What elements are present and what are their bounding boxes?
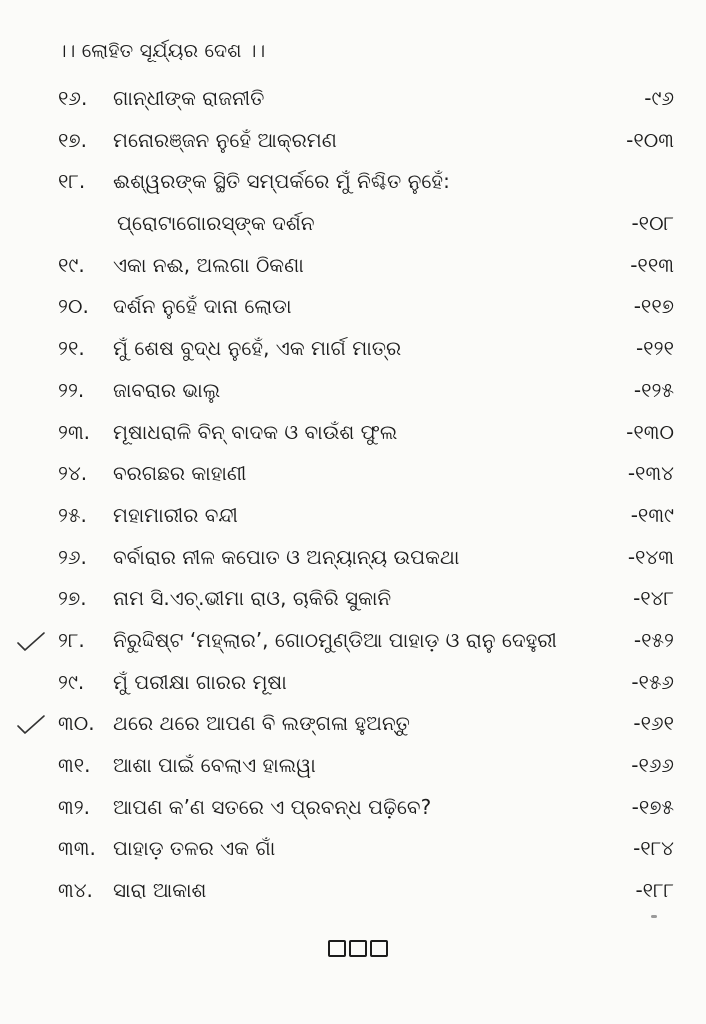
end-mark-box bbox=[370, 940, 388, 957]
entry-number: ୨୨. bbox=[58, 377, 85, 402]
toc-entry bbox=[0, 620, 706, 662]
entry-page: -୧୩୯ bbox=[630, 502, 674, 527]
entry-title: ଦର୍ଶନ ନୁହେଁ ଦାନା ଲୋଡା bbox=[113, 294, 292, 319]
entry-title: ବରଗଛର କାହାଣୀ bbox=[113, 461, 247, 486]
entry-title: ପ୍ରୋଟାଗୋରସ୍‌ଙ୍କ ଦର୍ଶନ bbox=[117, 211, 315, 236]
end-mark-box bbox=[349, 940, 367, 957]
entry-title: ଜାବରାର ଭାଲୁ bbox=[113, 377, 221, 402]
entry-number: ୩୩. bbox=[58, 836, 96, 861]
entry-page: -୧୦୩ bbox=[626, 127, 674, 152]
entry-title: ପାହାଡ଼ ତଳର ଏକ ଗାଁ bbox=[113, 836, 276, 861]
entry-page: -୧୮୮ bbox=[635, 878, 674, 903]
toc-entry bbox=[0, 870, 706, 912]
entry-page: -୧୫୨ bbox=[633, 627, 674, 652]
entry-title: ବର୍ବାରାର ନୀଳ କପୋତ ଓ ଅନ୍ୟାନ୍ୟ ଉପକଥା bbox=[113, 544, 460, 569]
entry-number: ୩୨. bbox=[58, 794, 91, 819]
toc-entry bbox=[0, 495, 706, 537]
entry-title: ମୁଁ ଶେଷ ବୁଦ୍ଧ ନୁହେଁ, ଏକ ମାର୍ଗ ମାତ୍ର bbox=[113, 336, 402, 361]
entry-number: ୨୪. bbox=[58, 461, 88, 486]
entry-page: -୧୮୪ bbox=[633, 836, 674, 861]
toc-entry bbox=[0, 328, 706, 370]
entry-page: -୯୬ bbox=[644, 86, 674, 110]
toc-entry bbox=[0, 120, 706, 162]
toc-entry bbox=[0, 662, 706, 704]
entry-title: ମୂଷାଧରାଳି ବିନ୍ ବାଦକ ଓ ବାଉଁଶ ଫୁଲ bbox=[113, 419, 398, 444]
entry-number: ୩୪. bbox=[58, 878, 93, 903]
toc-entry bbox=[0, 828, 706, 870]
entry-page: -୧୬୬ bbox=[631, 753, 674, 777]
entry-page: -୧୪୮ bbox=[633, 586, 674, 611]
entry-number: ୧୭. bbox=[58, 127, 88, 152]
entry-number: ୨୧. bbox=[58, 336, 85, 361]
toc-entry bbox=[0, 578, 706, 620]
entry-page: -୧୧୭ bbox=[633, 294, 674, 319]
entry-title: ମନୋରଞ୍ଜନ ନୁହେଁ ଆକ୍ରମଣ bbox=[113, 127, 337, 152]
checkmark-icon bbox=[16, 630, 46, 652]
toc-entry bbox=[0, 370, 706, 412]
toc-entry bbox=[0, 245, 706, 287]
entry-number: ୨୮. bbox=[58, 627, 85, 652]
end-mark-boxes-icon bbox=[328, 940, 388, 957]
entry-title: ମହାମାରୀର ବନ୍ଦୀ bbox=[113, 502, 238, 527]
toc-entry bbox=[0, 745, 706, 787]
entry-number: ୨୦. bbox=[58, 294, 89, 319]
entry-number: ୧୮. bbox=[58, 169, 86, 194]
entry-title: ମୁଁ ପରୀକ୍ଷା ଗାରର ମୂଷା bbox=[113, 669, 287, 694]
entry-page: -୧୭୫ bbox=[631, 794, 674, 819]
toc-entry bbox=[0, 78, 706, 120]
toc-entry-continuation bbox=[0, 203, 706, 245]
running-header: ।। ଲୋହିତ ସୂର୍ଯ୍ୟର ଦେଶ ।। bbox=[58, 40, 266, 62]
entry-page: -୧୩୪ bbox=[627, 461, 674, 486]
toc-entry bbox=[0, 286, 706, 328]
entry-page: -୧୨୫ bbox=[633, 377, 674, 402]
entry-title: ଆପଣ କ’ଣ ସତରେ ଏ ପ୍ରବନ୍ଧ ପଢ଼ିବେ? bbox=[113, 794, 432, 819]
paper-speck bbox=[651, 915, 657, 918]
toc-entry bbox=[0, 787, 706, 829]
toc-entry bbox=[0, 703, 706, 745]
entry-number: ୩୦. bbox=[58, 711, 95, 736]
entry-title: ନାମ ସି.ଏଚ୍.ଭୀମା ରାଓ, ଚାକିରି ସୁକାନି bbox=[113, 586, 392, 611]
checkmark-icon bbox=[16, 713, 46, 735]
end-mark-box bbox=[328, 940, 346, 957]
entry-number: ୨୫. bbox=[58, 502, 87, 527]
table-of-contents bbox=[0, 78, 706, 912]
entry-number: ୨୯. bbox=[58, 669, 85, 694]
entry-number: ୧୯. bbox=[58, 252, 85, 277]
entry-title: ଈଶ୍ୱରଙ୍କ ସ୍ଥିତି ସମ୍ପର୍କରେ ମୁଁ ନିଶ୍ଚିତ ନୁହେଁ: bbox=[113, 169, 450, 194]
toc-entry bbox=[0, 537, 706, 579]
entry-number: ୨୩. bbox=[58, 419, 91, 444]
entry-title: ଥରେ ଥରେ ଆପଣ ବି ଲଙ୍ଗଳା ହୁଅନ୍ତୁ bbox=[113, 711, 410, 736]
entry-title: ନିରୁଦ୍ଦିଷ୍ଟ ‘ମହ୍ଲାର’, ଗୋଠମୁଣ୍ଡିଆ ପାହାଡ଼ ଓ ରାନୁ ଦେହୁରୀ bbox=[113, 627, 557, 652]
entry-title: ସାରା ଆକାଶ bbox=[113, 878, 207, 903]
entry-page: -୧୨୧ bbox=[635, 336, 674, 361]
entry-title: ଏକା ନଈ, ଅଲଗା ଠିକଣା bbox=[113, 252, 304, 277]
entry-number: ୩୧. bbox=[58, 753, 91, 777]
entry-page: -୧୧୩ bbox=[630, 252, 674, 277]
entry-number: ୨୬. bbox=[58, 544, 87, 569]
entry-title: ଆଶା ପାଇଁ ବେଲାଏ ହାଲୱା bbox=[113, 753, 316, 777]
toc-entry bbox=[0, 412, 706, 454]
entry-page: -୧୦୮ bbox=[631, 211, 674, 236]
toc-entry bbox=[0, 161, 706, 203]
entry-page: -୧୫୬ bbox=[631, 669, 674, 694]
entry-page: -୧୩୦ bbox=[626, 419, 674, 444]
entry-number: ୨୭. bbox=[58, 586, 87, 611]
entry-title: ଗାନ୍ଧୀଙ୍କ ରାଜନୀତି bbox=[113, 86, 265, 110]
entry-number: ୧୬. bbox=[58, 86, 88, 110]
toc-entry bbox=[0, 453, 706, 495]
entry-page: -୧୪୩ bbox=[627, 544, 674, 569]
entry-page: -୧୬୧ bbox=[633, 711, 674, 736]
